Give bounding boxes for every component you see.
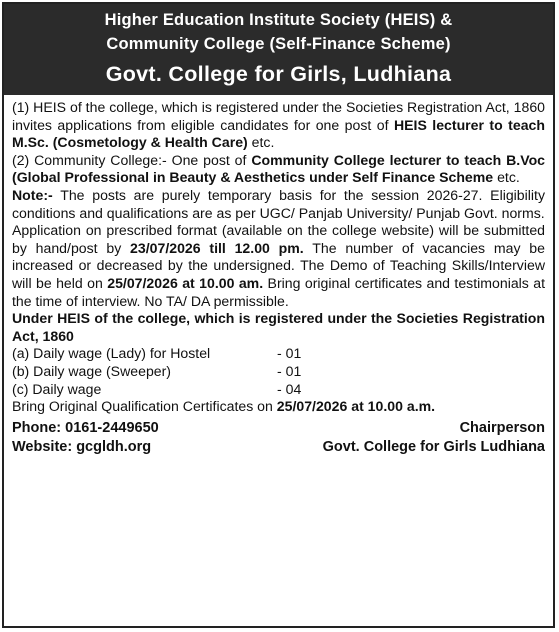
heis-heading: Under HEIS of the college, which is registered under the Societies Registration Act, 1860 (12, 310, 545, 344)
bring-certificates-line: Bring Original Qualification Certificates on 25/07/2026 at 10.00 a.m. (12, 398, 436, 415)
notice-body (4, 95, 553, 416)
paragraph-community-college-post: (2) Community College:- One post of Community College lecturer to teach B.Voc (Global Professional in Beauty & Aesthetics under Self Finance Scheme etc. (12, 151, 546, 186)
paragraph-heis-post: (1) HEIS of the college, which is registered under the Societies Registration Act, 1860 invites applications from eligible candidates for one post of HEIS lecturer to teach M.Sc. (Cosmetology & Health Care) etc. (12, 99, 545, 151)
daily-wage-row: (b) Daily wage (Sweeper) - 01 (12, 362, 302, 379)
note-paragraph: Note:- The posts are purely temporary basis for the session 2026-27. Eligibility conditions and qualifications are as per UGC/ Panjab University/ Punjab Govt. norms. (12, 186, 545, 221)
advertisement-notice (2, 2, 555, 628)
website: Website: gcgldh.org (12, 438, 152, 455)
application-paragraph: Application on prescribed format (available on the college website) will be submitted by hand/post by 23/07/2026 till 12.00 pm. The number of vacancies may be increased or decreased by the undersigned. The Demo of Teaching Skills/Interview will be held on 25/07/2026 at 10.00 am. Bring original certificates and testimonials at the time of interview. No TA/ DA permissible. (12, 222, 546, 309)
header-line-2: Community College (Self-Finance Scheme) (106, 35, 451, 53)
header-line-1: Higher Education Institute Society (HEIS) & (104, 11, 453, 29)
phone-number: Phone: 0161-2449650 (12, 419, 159, 436)
signatory-block (323, 419, 545, 457)
daily-wage-row: (c) Daily wage - 04 (12, 380, 302, 397)
daily-wage-list (12, 345, 545, 398)
daily-wage-row: (a) Daily wage (Lady) for Hostel - 01 (12, 345, 302, 362)
notice-header (4, 4, 553, 95)
notice-footer (4, 416, 553, 457)
signatory-org: Govt. College for Girls Ludhiana (322, 438, 545, 455)
contact-block (12, 419, 159, 457)
signatory-title: Chairperson (459, 419, 545, 436)
college-name: Govt. College for Girls, Ludhiana (105, 62, 452, 86)
